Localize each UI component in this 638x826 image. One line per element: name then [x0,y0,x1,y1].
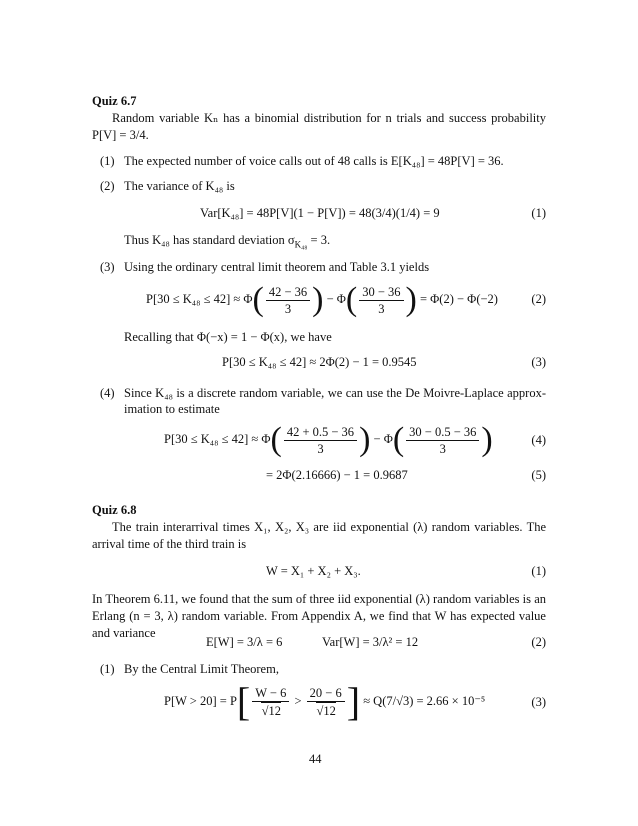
quiz-6-8-title: Quiz 6.8 [92,503,137,517]
quiz-6-7-item4-label: (4) [100,386,115,400]
erlang-paragraph-line2: Erlang (n = 3, λ) random variable. From Appendix A, we find that W has expected value [92,609,546,623]
clt-tail-probability-equation: P[W > 20] = P[ $\frac{W - 6}{√12}$ > $\frac{20 - 6}{√12}$ ] ≈ Q(7/√3) = 2.66 × 10⁻⁵ [164,679,486,725]
quiz-6-8-equation-number-2: (2) [531,635,546,649]
quiz-6-7-item4-line1: Since K₄₈ is a discrete random variable, we can use the De Moivre-Laplace approx- [124,386,546,400]
equation-number-4: (4) [531,433,546,447]
de-moivre-laplace-result: = 2Φ(2.16666) − 1 = 0.9687 [266,468,408,482]
quiz-6-8-item1-text: By the Central Limit Theorem, [124,662,279,676]
equation-number-1: (1) [531,206,546,220]
equation-number-2: (2) [531,292,546,306]
expected-value-equation: E[W] = 3/λ = 6 [206,635,283,649]
erlang-paragraph-line1: In Theorem 6.11, we found that the sum of three iid exponential (λ) random variables is an [92,592,546,606]
quiz-6-7-item1-label: (1) [100,154,115,168]
standard-deviation-sentence: Thus K₄₈ has standard deviation $\sigma_{K_{48}} = 3$. [124,233,331,250]
clt-equation: P[30 ≤ K₄₈ ≤ 42] ≈ Φ( $\frac{42 - 36}{3}$ ) − Φ( $\frac{30 - 36}{3}$ ) = Φ(2) − Φ(−2) [146,281,498,319]
equation-number-5: (5) [531,468,546,482]
quiz-6-8-item1-label: (1) [100,662,115,676]
quiz-6-8-intro-line1: The train interarrival times X₁, X₂, X₃ are iid exponential (λ) random variables. The [112,520,546,534]
equation-number-3: (3) [531,355,546,369]
quiz-6-8-intro-line2: arrival time of the third train is [92,537,247,551]
quiz-6-7-title: Quiz 6.7 [92,94,137,108]
quiz-6-7-item4-line2: imation to estimate [124,402,220,416]
quiz-6-7-intro-line2: P[V] = 3/4. [92,128,149,142]
erlang-paragraph-line3: and variance [92,626,156,640]
de-moivre-laplace-equation: P[30 ≤ K₄₈ ≤ 42] ≈ Φ( $\frac{42 + 0.5 - 36}{3}$ ) − Φ( $\frac{30 - 0.5 - 36}{3}$ ) [164,421,493,459]
recall-sentence: Recalling that Φ(−x) = 1 − Φ(x), we have [124,330,332,344]
page-number: 44 [309,752,322,766]
quiz-6-7-item3-label: (3) [100,260,115,274]
quiz-6-8-equation-number-1: (1) [531,564,546,578]
variance-w-equation: Var[W] = 3/λ² = 12 [322,635,419,649]
quiz-6-7-item2-text: The variance of K₄₈ is [124,179,235,193]
quiz-6-8-equation-number-3: (3) [531,695,546,709]
quiz-6-7-item1-text: The expected number of voice calls out of 48 calls is E[K₄₈] = 48P[V] = 36. [124,154,504,168]
quiz-6-7-item2-label: (2) [100,179,115,193]
clt-result-equation: P[30 ≤ K₄₈ ≤ 42] ≈ 2Φ(2) − 1 = 0.9545 [222,355,417,369]
quiz-6-7-item3-text: Using the ordinary central limit theorem and Table 3.1 yields [124,260,430,274]
arrival-time-equation: W = X₁ + X₂ + X₃. [266,564,361,578]
quiz-6-7-intro-line1: Random variable Kₙ has a binomial distribution for n trials and success probability [112,111,546,125]
variance-equation: Var[K₄₈] = 48P[V](1 − P[V]) = 48(3/4)(1/4) = 9 [200,206,440,220]
